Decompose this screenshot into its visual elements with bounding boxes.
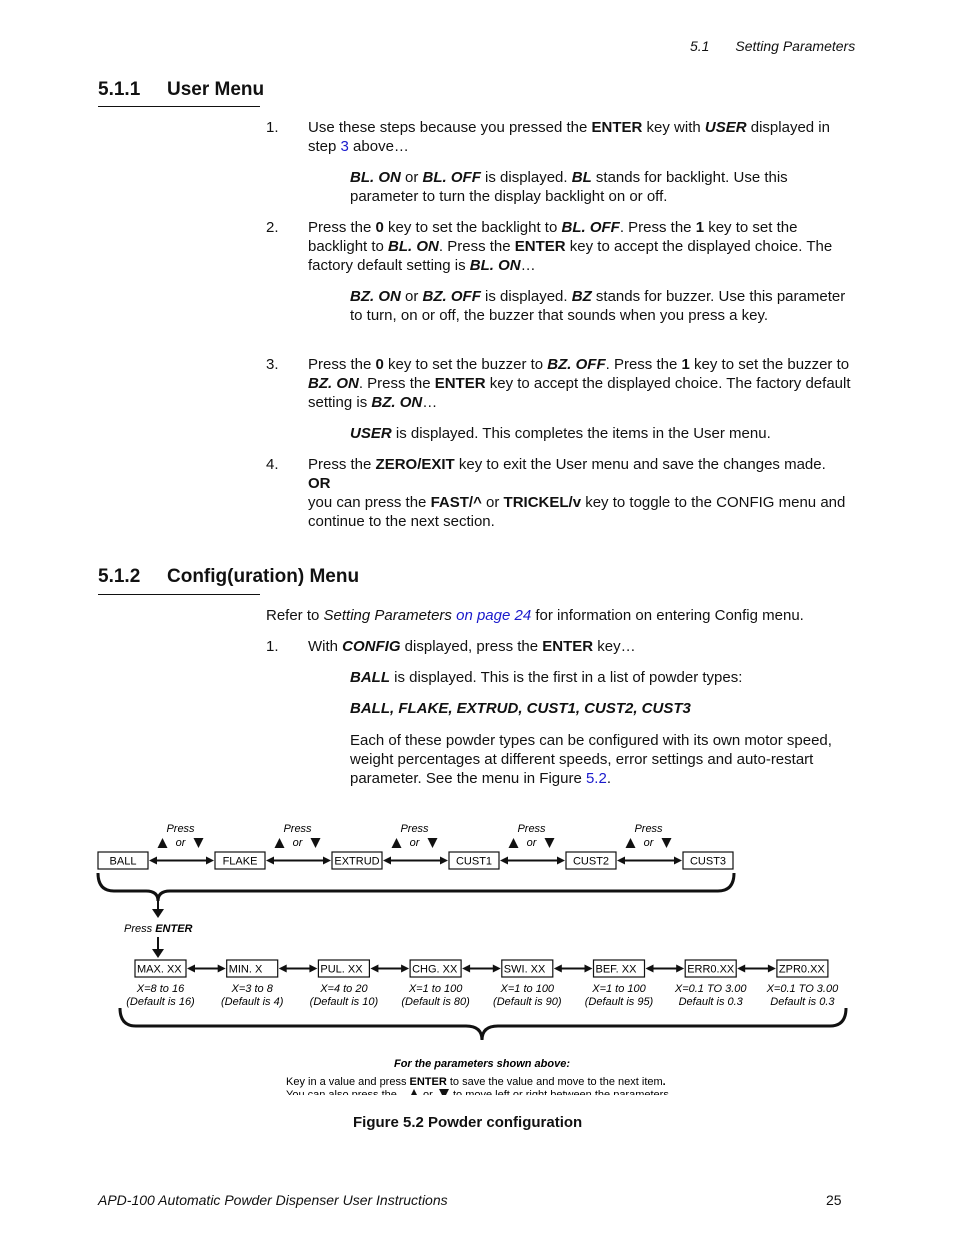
text-run: USER [704,119,747,136]
note-title: For the parameters shown above: [393,1058,571,1070]
arrow-left-icon [266,857,274,865]
text-run: BZ. ON [350,288,401,305]
section-heading-config-menu [98,566,359,588]
text-run: is displayed. This is the first in a list of powder types: [390,669,743,686]
text-run: BZ [571,288,592,305]
step-text [308,455,856,531]
text-run: ENTER [514,238,566,255]
parameter-default: (Default is 80) [401,996,470,1008]
text-run: key to toggle to the CONFIG menu and continue to the next section. [308,494,846,530]
arrow-right-icon [440,857,448,865]
note-text-run: to save the value and move to the next item [446,1076,663,1088]
down-arrow-icon [194,838,204,848]
text-run: ENTER [591,119,643,136]
step-text [308,355,856,412]
text-run: . Press the [619,219,696,236]
text-run: stands for buzzer. Use this parameter to turn, on or off, the buzzer that sounds when you press a key. [350,288,846,324]
text-run: or [481,494,504,511]
text-run: BL. OFF [422,169,481,186]
section-number: 5.1.1 [98,79,141,100]
parameter-default: (Default is 4) [221,996,284,1008]
press-enter-prefix: Press [124,923,156,935]
down-arrow-icon [439,1089,449,1095]
text-run: BALL, FLAKE, EXTRUD, CUST1, CUST2, CUST3 [350,700,691,717]
parameter-range: X=0.1 TO 3.00 [674,983,747,995]
text-run: or [400,169,423,186]
text-run: key… [593,638,636,655]
parameter-default: (Default is 90) [493,996,562,1008]
text-run: Press the [308,219,376,236]
parameter-default: Default is 0.3 [678,996,743,1008]
text-run: key to accept the displayed choice. The factory default setting is [308,238,833,274]
text-run: … [422,394,438,411]
parameter-label: SWI. XX [503,963,546,976]
arrow-left-icon [554,965,562,973]
text-run: OR [308,475,331,492]
numbered-step [266,455,856,531]
down-arrow-icon [311,838,321,848]
parameter-label: ERR0.XX [687,963,735,976]
step-detail-paragraph [350,731,860,788]
text-run: Each of these powder types can be configured with its own motor speed, weight percentages at different speeds, error settings and auto-restart parameter. See the menu in Figure [350,732,832,787]
step-number: 4. [266,456,279,473]
parameter-default: (Default is 10) [309,996,379,1008]
text-run: . Press the [438,238,515,255]
cross-reference-link[interactable]: 3 [340,138,349,155]
numbered-step [266,355,856,412]
section-number: 5.1.2 [98,566,141,587]
text-run: With [308,638,343,655]
text-run: … [520,257,536,274]
heading-rule [98,106,260,107]
press-enter-label [124,923,193,935]
step-detail-paragraph [350,699,860,718]
note-line-1 [286,1076,666,1088]
press-label: Press [634,823,663,835]
cross-reference-link[interactable]: 5.2 [585,770,607,787]
or-label: or [175,837,186,849]
header-section-title: Setting Parameters [735,38,856,54]
text-run: key to accept the displayed choice. The factory default setting is [308,375,851,411]
powder-label: BALL [109,855,137,868]
parameter-label: MIN. X [228,963,263,976]
text-run: . Press the [358,375,435,392]
figure-caption: Figure 5.2 Powder configuration [353,1114,583,1131]
text-run: for information on entering Config menu. [531,607,804,624]
text-run: Use these steps because you pressed the [308,119,592,136]
powder-label: EXTRUD [334,855,380,868]
note-text-run: Key in a value and press [286,1076,410,1088]
text-run: BALL [350,669,390,686]
numbered-step [266,218,856,275]
arrow-right-icon [676,965,684,973]
down-arrow-icon [662,838,672,848]
text-run: USER [350,425,392,442]
parameter-label: PUL. XX [320,963,363,976]
text-run: is displayed. [480,288,572,305]
or-label: or [292,837,303,849]
text-run: 0 [375,219,384,236]
text-run: is displayed. This completes the items in the User menu. [391,425,771,442]
intro-paragraph [266,606,856,625]
parameter-range: X=3 to 8 [231,983,273,995]
arrow-right-icon [493,965,501,973]
parameter-default: (Default is 16) [126,996,195,1008]
step-detail-paragraph [350,287,860,325]
text-run: 1 [695,219,705,236]
figure-diagram [96,815,856,1095]
text-run: BZ. OFF [547,356,606,373]
press-label: Press [400,823,429,835]
parameter-label: BEF. XX [595,963,637,976]
arrow-left-icon [187,965,195,973]
down-arrow-icon [152,949,164,958]
arrow-left-icon [646,965,654,973]
text-run: BZ. ON [371,394,423,411]
parameter-range: X=1 to 100 [408,983,463,995]
up-arrow-icon [275,838,285,848]
section-heading-user-menu [98,79,264,101]
arrow-right-icon [309,965,317,973]
numbered-step [266,637,856,656]
text-run: BL [571,169,592,186]
text-run: is displayed. [480,169,572,186]
step-text [308,218,856,275]
step-number: 2. [266,219,279,236]
text-run: key to set the buzzer to [383,356,548,373]
arrow-right-icon [768,965,776,973]
arrow-right-icon [206,857,214,865]
text-run: displayed, press the [400,638,543,655]
grouping-brace [98,873,734,901]
text-run: BL. ON [350,169,401,186]
text-run: you can press the [308,494,431,511]
step-detail-paragraph [350,424,860,443]
text-run: or [400,288,423,305]
text-run: BL. OFF [561,219,620,236]
text-run: ENTER [542,638,594,655]
note-line-2a: You can also press the [286,1089,397,1095]
powder-label: CUST2 [572,855,610,868]
text-run: BL. ON [388,238,439,255]
text-run: 0 [375,356,384,373]
parameter-default: (Default is 95) [584,996,654,1008]
parameter-default: Default is 0.3 [770,996,835,1008]
text-run: BL. ON [469,257,521,274]
text-run: BZ. OFF [422,288,481,305]
or-label: or [643,837,654,849]
cross-reference-link[interactable]: on page 24 [451,607,532,624]
arrow-left-icon [149,857,157,865]
arrow-right-icon [674,857,682,865]
step-text [308,118,856,156]
up-arrow-icon [158,838,168,848]
press-enter-key: ENTER [155,923,193,935]
text-run: key to set the buzzer to [689,356,850,373]
down-arrow-icon [152,909,164,918]
section-title: Config(uration) Menu [167,566,360,587]
up-arrow-icon [509,838,519,848]
parameter-range: X=0.1 TO 3.00 [766,983,839,995]
up-arrow-icon [409,1089,419,1095]
text-run: ENTER [434,375,486,392]
text-run: key to set the backlight to [383,219,562,236]
numbered-step [266,118,856,156]
parameter-range: X=1 to 100 [592,983,646,995]
note-line-2c: to move left or right between the parameters. [453,1089,672,1095]
arrow-left-icon [279,965,287,973]
arrow-right-icon [585,965,593,973]
text-run: key with [642,119,705,136]
text-run: TRICKEL/v [503,494,582,511]
grouping-brace [120,1008,846,1040]
or-label: or [409,837,420,849]
arrow-left-icon [383,857,391,865]
parameter-label: MAX. XX [137,963,182,976]
arrow-right-icon [401,965,409,973]
arrow-right-icon [323,857,331,865]
text-run: . [606,770,611,787]
press-label: Press [166,823,195,835]
footer-title: APD-100 Automatic Powder Dispenser User Instructions [98,1192,448,1208]
text-run: stands for backlight. Use this parameter to turn the display backlight on or off. [350,169,788,205]
step-number: 1. [266,638,279,655]
press-label: Press [517,823,546,835]
powder-label: CUST3 [689,855,727,868]
step-detail-paragraph [350,168,860,206]
text-run: Press the [308,456,376,473]
running-header [690,38,855,54]
page-number: 25 [826,1192,842,1208]
arrow-left-icon [737,965,745,973]
text-run: Refer to [266,607,324,624]
parameter-range: X=4 to 20 [320,983,368,995]
step-detail-paragraph [350,668,860,687]
parameter-label: ZPR0.XX [778,963,825,976]
powder-label: FLAKE [222,855,258,868]
up-arrow-icon [392,838,402,848]
arrow-right-icon [218,965,226,973]
parameter-range: X=8 to 16 [136,983,185,995]
step-number: 3. [266,356,279,373]
step-number: 1. [266,119,279,136]
text-run: key to exit the User menu and save the changes made. [454,456,826,473]
or-label: or [526,837,537,849]
parameter-label: CHG. XX [412,963,458,976]
text-run: key to set the backlight to [308,219,798,255]
text-run: ZERO/EXIT [375,456,455,473]
arrow-left-icon [462,965,470,973]
text-run: Press the [308,356,376,373]
heading-rule [98,594,260,595]
text-run: CONFIG [342,638,401,655]
text-run: . Press the [605,356,682,373]
text-run: BZ. ON [308,375,359,392]
header-section-number: 5.1 [690,38,710,54]
arrow-right-icon [557,857,565,865]
up-arrow-icon [626,838,636,848]
text-run: above… [348,138,409,155]
down-arrow-icon [545,838,555,848]
powder-label: CUST1 [455,855,493,868]
text-run: FAST/^ [430,494,482,511]
text-run: 1 [681,356,690,373]
text-run: displayed in step [308,119,830,155]
arrow-left-icon [370,965,378,973]
arrow-left-icon [617,857,625,865]
note-text-run: . [662,1076,666,1088]
text-run: Setting Parameters [323,607,452,624]
powder-configuration-figure [96,815,856,1095]
note-line-2-or: or [423,1089,433,1095]
section-title: User Menu [167,79,265,100]
parameter-range: X=1 to 100 [500,983,555,995]
step-text [308,637,856,656]
down-arrow-icon [428,838,438,848]
arrow-left-icon [500,857,508,865]
press-label: Press [283,823,312,835]
note-text-run: ENTER [409,1076,447,1088]
